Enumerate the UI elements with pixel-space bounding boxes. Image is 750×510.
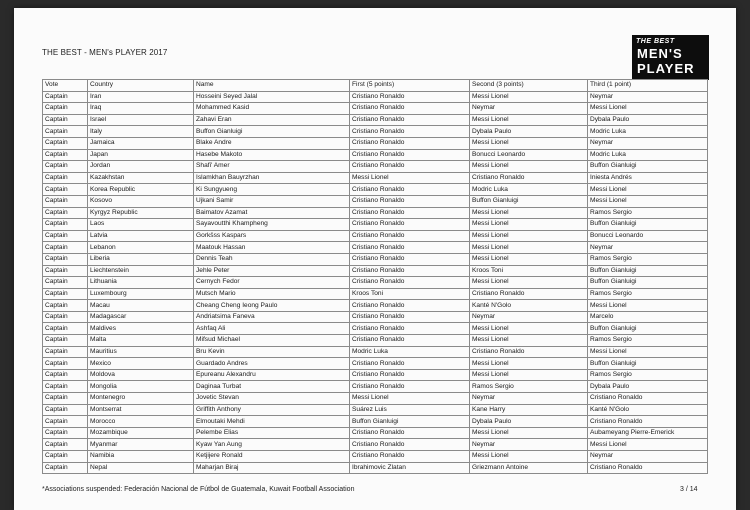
- first-choice-cell: Cristiano Ronaldo: [350, 335, 470, 347]
- vote-cell: Captain: [43, 195, 88, 207]
- name-cell: Ketjijere Ronald: [194, 451, 350, 463]
- third-choice-cell: Buffon Gianluigi: [588, 161, 708, 173]
- name-cell: Maharjan Biraj: [194, 462, 350, 474]
- third-choice-cell: Buffon Gianluigi: [588, 277, 708, 289]
- vote-cell: Captain: [43, 149, 88, 161]
- country-cell: Morocco: [88, 416, 194, 428]
- vote-cell: Captain: [43, 91, 88, 103]
- name-cell: Ki Sungyueng: [194, 184, 350, 196]
- table-row: [43, 439, 708, 451]
- first-choice-cell: Cristiano Ronaldo: [350, 91, 470, 103]
- table-row: [43, 427, 708, 439]
- table-row: [43, 161, 708, 173]
- name-cell: Blake Andre: [194, 137, 350, 149]
- second-choice-cell: Dybala Paulo: [470, 416, 588, 428]
- vote-cell: Captain: [43, 427, 88, 439]
- country-cell: Iraq: [88, 103, 194, 115]
- table-row: [43, 114, 708, 126]
- second-choice-cell: Messi Lionel: [470, 335, 588, 347]
- first-choice-cell: Cristiano Ronaldo: [350, 311, 470, 323]
- second-choice-cell: Messi Lionel: [470, 323, 588, 335]
- first-choice-cell: Cristiano Ronaldo: [350, 323, 470, 335]
- vote-cell: Captain: [43, 242, 88, 254]
- second-choice-cell: Bonucci Leonardo: [470, 149, 588, 161]
- first-choice-cell: Cristiano Ronaldo: [350, 300, 470, 312]
- second-choice-cell: Messi Lionel: [470, 253, 588, 265]
- second-choice-cell: Buffon Gianluigi: [470, 195, 588, 207]
- first-choice-cell: Cristiano Ronaldo: [350, 277, 470, 289]
- third-choice-cell: Neymar: [588, 242, 708, 254]
- second-choice-cell: Messi Lionel: [470, 427, 588, 439]
- third-choice-cell: Marcelo: [588, 311, 708, 323]
- third-choice-cell: Buffon Gianluigi: [588, 219, 708, 231]
- vote-cell: Captain: [43, 335, 88, 347]
- second-choice-cell: Messi Lionel: [470, 161, 588, 173]
- first-choice-cell: Kroos Toni: [350, 288, 470, 300]
- first-choice-cell: Modric Luka: [350, 346, 470, 358]
- first-choice-cell: Cristiano Ronaldo: [350, 230, 470, 242]
- votes-table: [42, 79, 708, 474]
- second-choice-cell: Messi Lionel: [470, 207, 588, 219]
- third-choice-cell: Neymar: [588, 451, 708, 463]
- country-cell: Italy: [88, 126, 194, 138]
- name-cell: Ashfaq Ali: [194, 323, 350, 335]
- third-choice-cell: Dybala Paulo: [588, 381, 708, 393]
- third-choice-cell: Messi Lionel: [588, 184, 708, 196]
- table-row: [43, 404, 708, 416]
- third-choice-cell: Bonucci Leonardo: [588, 230, 708, 242]
- first-choice-cell: Cristiano Ronaldo: [350, 161, 470, 173]
- country-cell: Kyrgyz Republic: [88, 207, 194, 219]
- country-cell: Kosovo: [88, 195, 194, 207]
- first-choice-cell: Cristiano Ronaldo: [350, 114, 470, 126]
- vote-cell: Captain: [43, 323, 88, 335]
- table-row: [43, 462, 708, 474]
- third-choice-cell: Ramos Sergio: [588, 369, 708, 381]
- vote-cell: Captain: [43, 103, 88, 115]
- name-cell: Islamkhan Bauyrzhan: [194, 172, 350, 184]
- vote-cell: Captain: [43, 172, 88, 184]
- name-cell: Daginaa Turbat: [194, 381, 350, 393]
- table-header-row: [43, 80, 708, 92]
- second-choice-cell: Messi Lionel: [470, 219, 588, 231]
- name-cell: Guardado Andres: [194, 358, 350, 370]
- table-body: [43, 91, 708, 474]
- third-choice-cell: Buffon Gianluigi: [588, 323, 708, 335]
- third-choice-cell: Ramos Sergio: [588, 253, 708, 265]
- first-choice-cell: Cristiano Ronaldo: [350, 103, 470, 115]
- second-choice-cell: Neymar: [470, 393, 588, 405]
- vote-cell: Captain: [43, 300, 88, 312]
- first-choice-cell: Cristiano Ronaldo: [350, 207, 470, 219]
- table-row: [43, 149, 708, 161]
- column-header-vote: Vote: [43, 80, 88, 92]
- name-cell: Griffith Anthony: [194, 404, 350, 416]
- third-choice-cell: Iniesta Andrés: [588, 172, 708, 184]
- name-cell: Cheang Cheng Ieong Paulo: [194, 300, 350, 312]
- second-choice-cell: Kroos Toni: [470, 265, 588, 277]
- third-choice-cell: Messi Lionel: [588, 439, 708, 451]
- third-choice-cell: Neymar: [588, 91, 708, 103]
- third-choice-cell: Messi Lionel: [588, 346, 708, 358]
- country-cell: Namibia: [88, 451, 194, 463]
- third-choice-cell: Dybala Paulo: [588, 114, 708, 126]
- second-choice-cell: Messi Lionel: [470, 277, 588, 289]
- name-cell: Dennis Teah: [194, 253, 350, 265]
- country-cell: Jamaica: [88, 137, 194, 149]
- second-choice-cell: Messi Lionel: [470, 451, 588, 463]
- table-row: [43, 358, 708, 370]
- name-cell: Shafi' Amer: [194, 161, 350, 173]
- logo-line-2: MEN'S: [637, 46, 683, 61]
- vote-cell: Captain: [43, 265, 88, 277]
- first-choice-cell: Cristiano Ronaldo: [350, 253, 470, 265]
- name-cell: Maatouk Hassan: [194, 242, 350, 254]
- country-cell: Montenegro: [88, 393, 194, 405]
- column-header-country: Country: [88, 80, 194, 92]
- first-choice-cell: Cristiano Ronaldo: [350, 265, 470, 277]
- vote-cell: Captain: [43, 311, 88, 323]
- third-choice-cell: Cristiano Ronaldo: [588, 416, 708, 428]
- second-choice-cell: Messi Lionel: [470, 242, 588, 254]
- vote-cell: Captain: [43, 219, 88, 231]
- country-cell: Mexico: [88, 358, 194, 370]
- country-cell: Mauritius: [88, 346, 194, 358]
- country-cell: Maldives: [88, 323, 194, 335]
- table-row: [43, 242, 708, 254]
- third-choice-cell: Messi Lionel: [588, 195, 708, 207]
- third-choice-cell: Buffon Gianluigi: [588, 265, 708, 277]
- name-cell: Hasebe Makoto: [194, 149, 350, 161]
- first-choice-cell: Cristiano Ronaldo: [350, 126, 470, 138]
- table-row: [43, 288, 708, 300]
- table-row: [43, 219, 708, 231]
- second-choice-cell: Messi Lionel: [470, 369, 588, 381]
- country-cell: Montserrat: [88, 404, 194, 416]
- first-choice-cell: Cristiano Ronaldo: [350, 451, 470, 463]
- name-cell: Kyaw Yan Aung: [194, 439, 350, 451]
- third-choice-cell: Modric Luka: [588, 149, 708, 161]
- second-choice-cell: Messi Lionel: [470, 91, 588, 103]
- first-choice-cell: Cristiano Ronaldo: [350, 184, 470, 196]
- country-cell: Latvia: [88, 230, 194, 242]
- column-header-second: Second (3 points): [470, 80, 588, 92]
- first-choice-cell: Cristiano Ronaldo: [350, 242, 470, 254]
- name-cell: Hosseini Seyed Jalal: [194, 91, 350, 103]
- first-choice-cell: Ibrahimovic Zlatan: [350, 462, 470, 474]
- name-cell: Jovetic Stevan: [194, 393, 350, 405]
- table-row: [43, 184, 708, 196]
- country-cell: Myanmar: [88, 439, 194, 451]
- country-cell: Luxembourg: [88, 288, 194, 300]
- vote-cell: Captain: [43, 358, 88, 370]
- the-best-logo: [632, 35, 709, 80]
- table-row: [43, 126, 708, 138]
- second-choice-cell: Cristiano Ronaldo: [470, 172, 588, 184]
- name-cell: Jehle Peter: [194, 265, 350, 277]
- second-choice-cell: Messi Lionel: [470, 137, 588, 149]
- table-row: [43, 172, 708, 184]
- vote-cell: Captain: [43, 230, 88, 242]
- vote-cell: Captain: [43, 369, 88, 381]
- third-choice-cell: Cristiano Ronaldo: [588, 393, 708, 405]
- first-choice-cell: Cristiano Ronaldo: [350, 427, 470, 439]
- country-cell: Mongolia: [88, 381, 194, 393]
- table-row: [43, 300, 708, 312]
- vote-cell: Captain: [43, 346, 88, 358]
- column-header-name: Name: [194, 80, 350, 92]
- second-choice-cell: Neymar: [470, 439, 588, 451]
- column-header-first: First (5 points): [350, 80, 470, 92]
- country-cell: Madagascar: [88, 311, 194, 323]
- third-choice-cell: Messi Lionel: [588, 300, 708, 312]
- vote-cell: Captain: [43, 126, 88, 138]
- name-cell: Bru Kevin: [194, 346, 350, 358]
- first-choice-cell: Cristiano Ronaldo: [350, 149, 470, 161]
- first-choice-cell: Cristiano Ronaldo: [350, 439, 470, 451]
- country-cell: Kazakhstan: [88, 172, 194, 184]
- name-cell: Mutsch Mario: [194, 288, 350, 300]
- third-choice-cell: Ramos Sergio: [588, 335, 708, 347]
- country-cell: Jordan: [88, 161, 194, 173]
- table-row: [43, 416, 708, 428]
- second-choice-cell: Cristiano Ronaldo: [470, 346, 588, 358]
- vote-cell: Captain: [43, 137, 88, 149]
- table-row: [43, 253, 708, 265]
- country-cell: Israel: [88, 114, 194, 126]
- table-row: [43, 91, 708, 103]
- table-row: [43, 393, 708, 405]
- document-page: [14, 8, 736, 510]
- third-choice-cell: Ramos Sergio: [588, 207, 708, 219]
- second-choice-cell: Neymar: [470, 103, 588, 115]
- second-choice-cell: Griezmann Antoine: [470, 462, 588, 474]
- second-choice-cell: Kane Harry: [470, 404, 588, 416]
- third-choice-cell: Messi Lionel: [588, 103, 708, 115]
- page-number: 3 / 14: [680, 486, 698, 493]
- vote-cell: Captain: [43, 416, 88, 428]
- table-row: [43, 346, 708, 358]
- country-cell: Laos: [88, 219, 194, 231]
- first-choice-cell: Messi Lionel: [350, 172, 470, 184]
- name-cell: Buffon Gianluigi: [194, 126, 350, 138]
- name-cell: Zahavi Eran: [194, 114, 350, 126]
- country-cell: Mozambique: [88, 427, 194, 439]
- table-row: [43, 230, 708, 242]
- third-choice-cell: Buffon Gianluigi: [588, 358, 708, 370]
- first-choice-cell: Cristiano Ronaldo: [350, 195, 470, 207]
- table-row: [43, 323, 708, 335]
- first-choice-cell: Cristiano Ronaldo: [350, 358, 470, 370]
- third-choice-cell: Ramos Sergio: [588, 288, 708, 300]
- vote-cell: Captain: [43, 462, 88, 474]
- second-choice-cell: Messi Lionel: [470, 114, 588, 126]
- footnote: *Associations suspended: Federación Nacional de Fútbol de Guatemala, Kuwait Football Association: [42, 486, 355, 493]
- logo-line-3: PLAYER: [637, 61, 695, 76]
- second-choice-cell: Messi Lionel: [470, 358, 588, 370]
- column-header-third: Third (1 point): [588, 80, 708, 92]
- country-cell: Liberia: [88, 253, 194, 265]
- first-choice-cell: Messi Lionel: [350, 393, 470, 405]
- country-cell: Japan: [88, 149, 194, 161]
- third-choice-cell: Modric Luka: [588, 126, 708, 138]
- second-choice-cell: Ramos Sergio: [470, 381, 588, 393]
- third-choice-cell: Neymar: [588, 137, 708, 149]
- third-choice-cell: Kanté N'Golo: [588, 404, 708, 416]
- country-cell: Macau: [88, 300, 194, 312]
- second-choice-cell: Neymar: [470, 311, 588, 323]
- first-choice-cell: Buffon Gianluigi: [350, 416, 470, 428]
- table-row: [43, 265, 708, 277]
- vote-cell: Captain: [43, 184, 88, 196]
- vote-cell: Captain: [43, 451, 88, 463]
- logo-line-1: THE BEST: [636, 38, 675, 45]
- second-choice-cell: Dybala Paulo: [470, 126, 588, 138]
- table-row: [43, 369, 708, 381]
- second-choice-cell: Modric Luka: [470, 184, 588, 196]
- country-cell: Korea Republic: [88, 184, 194, 196]
- table-row: [43, 311, 708, 323]
- second-choice-cell: Cristiano Ronaldo: [470, 288, 588, 300]
- vote-cell: Captain: [43, 253, 88, 265]
- first-choice-cell: Suárez Luis: [350, 404, 470, 416]
- vote-cell: Captain: [43, 393, 88, 405]
- table-row: [43, 195, 708, 207]
- vote-cell: Captain: [43, 288, 88, 300]
- table-row: [43, 451, 708, 463]
- country-cell: Moldova: [88, 369, 194, 381]
- vote-cell: Captain: [43, 277, 88, 289]
- first-choice-cell: Cristiano Ronaldo: [350, 219, 470, 231]
- vote-cell: Captain: [43, 439, 88, 451]
- third-choice-cell: Aubameyang Pierre-Emerick: [588, 427, 708, 439]
- name-cell: Epureanu Alexandru: [194, 369, 350, 381]
- document-title: THE BEST - MEN's PLAYER 2017: [42, 48, 168, 57]
- name-cell: Pelembe Elias: [194, 427, 350, 439]
- second-choice-cell: Messi Lionel: [470, 230, 588, 242]
- vote-cell: Captain: [43, 381, 88, 393]
- country-cell: Iran: [88, 91, 194, 103]
- name-cell: Elmoutaki Mehdi: [194, 416, 350, 428]
- name-cell: Sayavoutthi Khampheng: [194, 219, 350, 231]
- table-row: [43, 277, 708, 289]
- first-choice-cell: Cristiano Ronaldo: [350, 369, 470, 381]
- second-choice-cell: Kanté N'Golo: [470, 300, 588, 312]
- first-choice-cell: Cristiano Ronaldo: [350, 137, 470, 149]
- name-cell: Baimatov Azamat: [194, 207, 350, 219]
- name-cell: Mohammed Kasid: [194, 103, 350, 115]
- name-cell: Mifsud Michael: [194, 335, 350, 347]
- country-cell: Lebanon: [88, 242, 194, 254]
- vote-cell: Captain: [43, 207, 88, 219]
- table-row: [43, 207, 708, 219]
- table-row: [43, 137, 708, 149]
- vote-cell: Captain: [43, 161, 88, 173]
- table-row: [43, 103, 708, 115]
- country-cell: Malta: [88, 335, 194, 347]
- first-choice-cell: Cristiano Ronaldo: [350, 381, 470, 393]
- country-cell: Liechtenstein: [88, 265, 194, 277]
- country-cell: Nepal: [88, 462, 194, 474]
- name-cell: Gorkšss Kaspars: [194, 230, 350, 242]
- name-cell: Ujkani Samir: [194, 195, 350, 207]
- table-row: [43, 381, 708, 393]
- name-cell: Cernych Fedor: [194, 277, 350, 289]
- country-cell: Lithuania: [88, 277, 194, 289]
- name-cell: Andriatsima Faneva: [194, 311, 350, 323]
- third-choice-cell: Cristiano Ronaldo: [588, 462, 708, 474]
- table-row: [43, 335, 708, 347]
- vote-cell: Captain: [43, 114, 88, 126]
- vote-cell: Captain: [43, 404, 88, 416]
